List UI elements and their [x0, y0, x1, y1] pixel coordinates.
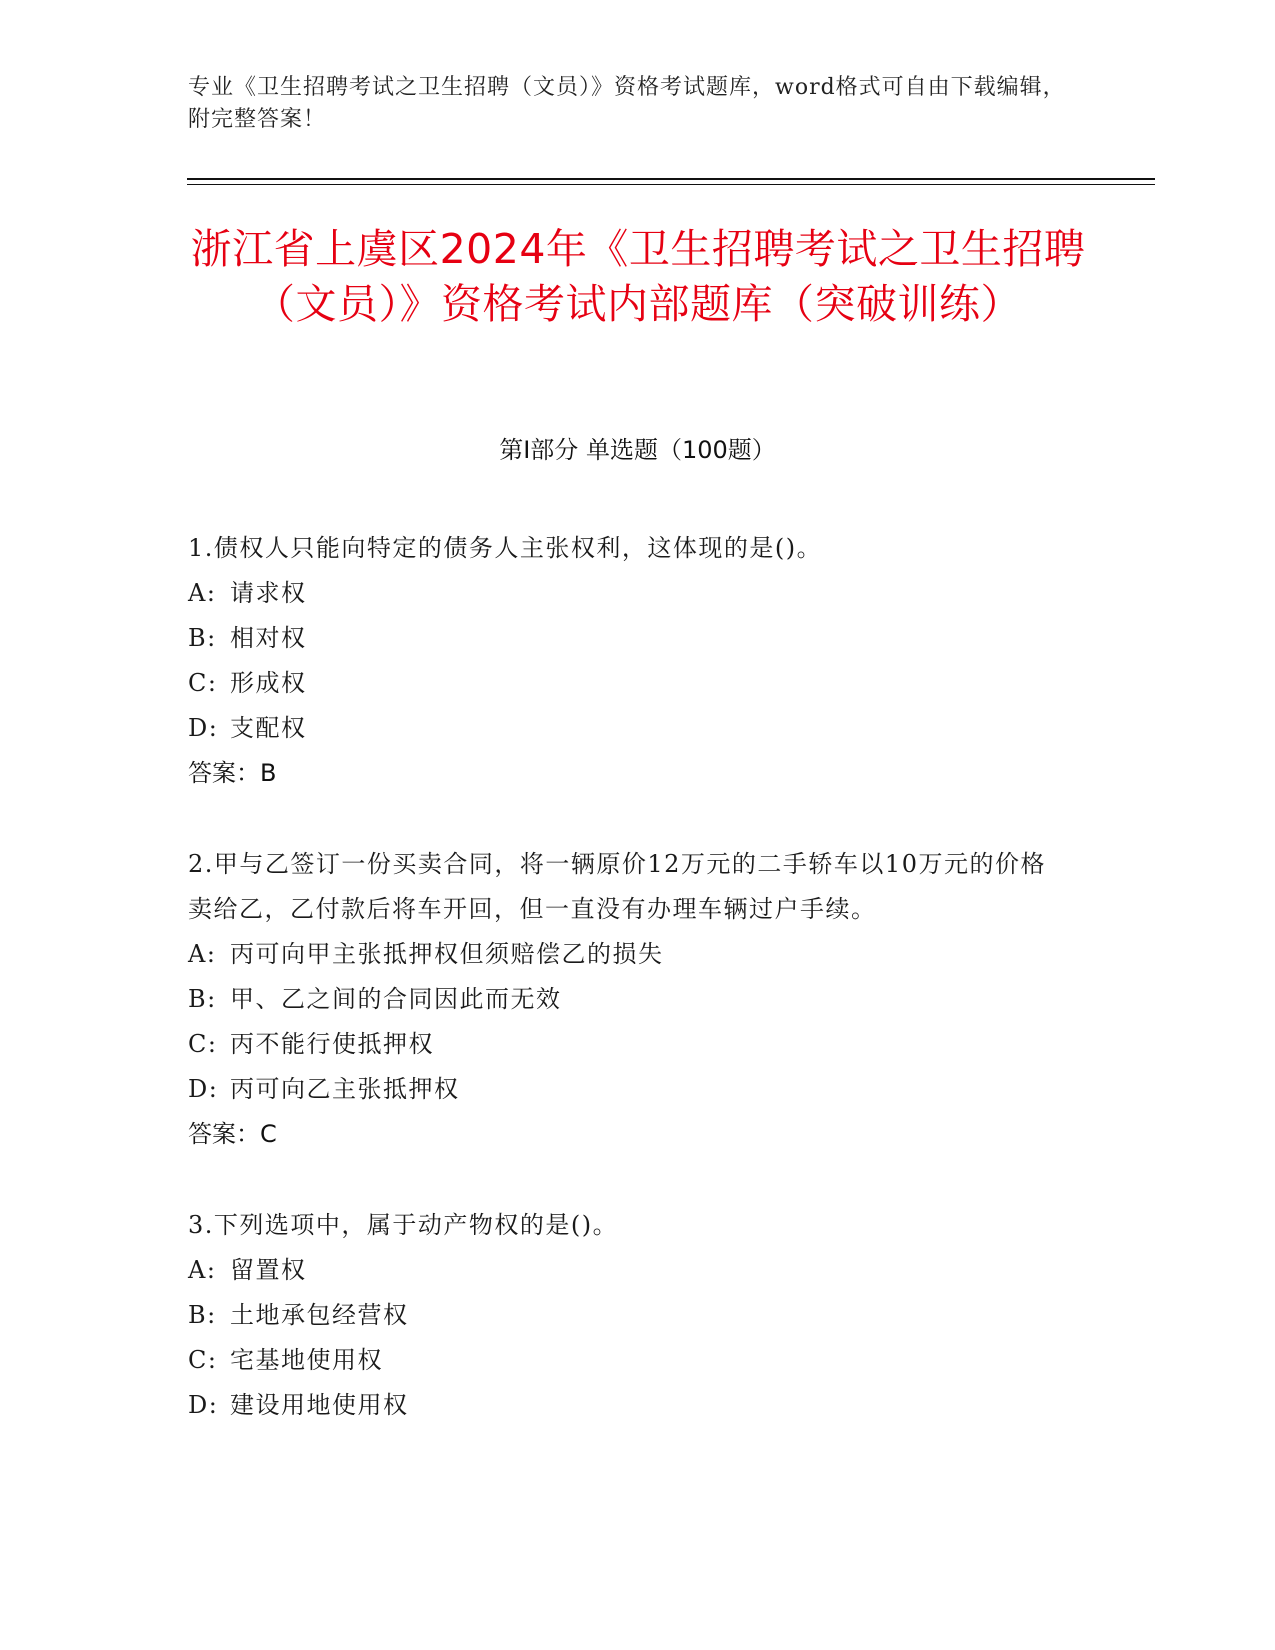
- header-divider-thin: [187, 184, 1155, 185]
- option-b: [188, 1293, 1068, 1338]
- option-letter: D:: [188, 1391, 219, 1419]
- option-b: [188, 977, 1068, 1022]
- option-d: [188, 1383, 1068, 1428]
- question-stem: 3.下列选项中，属于动产物权的是()。: [188, 1211, 619, 1239]
- section-heading: 第Ⅰ部分 单选题（100题）: [499, 436, 776, 464]
- header-note: 专业《卫生招聘考试之卫生招聘（文员）》资格考试题库，word格式可自由下载编辑，附完整答案！: [188, 75, 1066, 132]
- option-text: 请求权: [230, 579, 307, 607]
- option-letter: B:: [188, 1301, 217, 1329]
- option-text: 丙不能行使抵押权: [230, 1030, 434, 1058]
- option-text: 相对权: [230, 624, 307, 652]
- question-item: [188, 1203, 1068, 1428]
- option-letter: D:: [188, 1075, 219, 1103]
- document-title: 浙江省上虞区2024年《卫生招聘考试之卫生招聘（文员）》资格考试内部题库（突破训练）: [190, 225, 1086, 328]
- option-text: 建设用地使用权: [230, 1391, 409, 1419]
- option-b: [188, 616, 1068, 661]
- question-list: [188, 526, 1068, 1474]
- answer-line: 答案：C: [188, 1120, 277, 1148]
- option-text: 丙可向乙主张抵押权: [230, 1075, 460, 1103]
- option-c: [188, 661, 1068, 706]
- option-text: 甲、乙之间的合同因此而无效: [230, 985, 562, 1013]
- question-item: [188, 526, 1068, 796]
- option-text: 宅基地使用权: [230, 1346, 383, 1374]
- option-text: 支配权: [230, 714, 307, 742]
- option-letter: B:: [188, 624, 217, 652]
- option-text: 形成权: [230, 669, 307, 697]
- option-text: 留置权: [230, 1256, 307, 1284]
- option-c: [188, 1022, 1068, 1067]
- option-letter: D:: [188, 714, 219, 742]
- question-stem: 1.债权人只能向特定的债务人主张权利，这体现的是()。: [188, 534, 823, 562]
- option-letter: C:: [188, 669, 218, 697]
- option-d: [188, 1067, 1068, 1112]
- question-stem: 2.甲与乙签订一份买卖合同，将一辆原价12万元的二手轿车以10万元的价格卖给乙，乙付款后将车开回，但一直没有办理车辆过户手续。: [188, 850, 1046, 923]
- option-d: [188, 706, 1068, 751]
- option-letter: A:: [188, 940, 217, 968]
- answer-line: 答案：B: [188, 759, 277, 787]
- option-c: [188, 1338, 1068, 1383]
- option-a: [188, 932, 1068, 977]
- header-divider-thick: [187, 178, 1155, 180]
- option-letter: B:: [188, 985, 217, 1013]
- option-a: [188, 571, 1068, 616]
- option-letter: C:: [188, 1030, 218, 1058]
- question-item: [188, 842, 1068, 1157]
- option-letter: A:: [188, 1256, 217, 1284]
- option-letter: C:: [188, 1346, 218, 1374]
- option-text: 丙可向甲主张抵押权但须赔偿乙的损失: [230, 940, 664, 968]
- option-letter: A:: [188, 579, 217, 607]
- option-text: 土地承包经营权: [230, 1301, 409, 1329]
- option-a: [188, 1248, 1068, 1293]
